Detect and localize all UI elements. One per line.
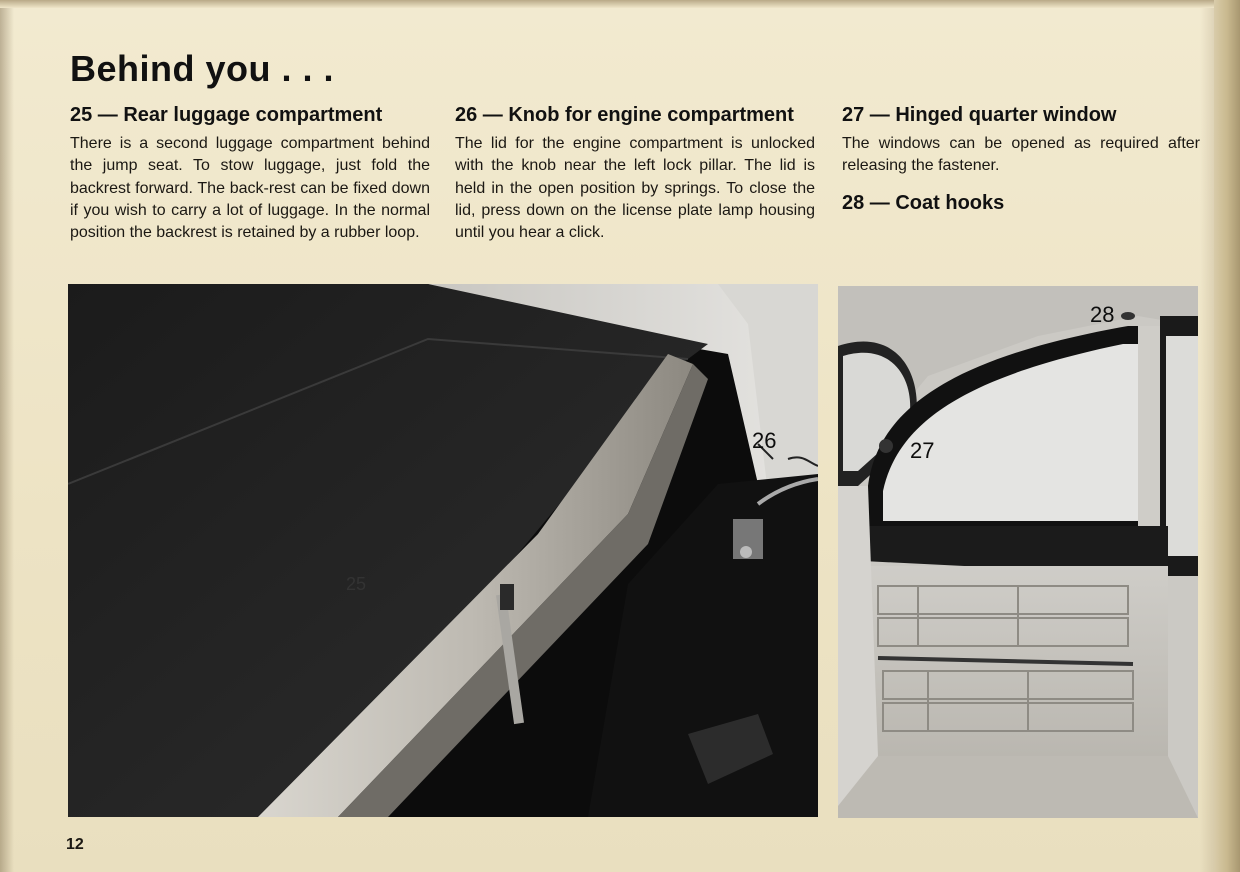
page-top-edge [0,0,1240,8]
luggage-photo-illustration [68,284,818,817]
section-heading: 25 — Rear luggage compartment [70,104,383,126]
section-body: There is a second luggage compartment behind the jump seat. To stow luggage, just fold the backrest forward. The back-rest can be fixed down if you wish to carry a lot of luggage. In the normal position the backrest is retained by a rubber loop. [70,135,430,242]
section-heading: 26 — Knob for engine compartment [455,104,794,126]
photo-rear-luggage-compartment [68,284,818,817]
window-photo-illustration [838,286,1198,818]
callout-25: 25 [346,574,367,594]
section-body: The lid for the engine compartment is unlocked with the knob near the left lock pillar. The lid is held in the open position by springs. To close the lid, press down on the license plate lamp housing until you hear a click. [455,135,815,242]
photo-quarter-window [838,286,1198,818]
page-number: 12 [66,836,84,853]
section-heading: 27 — Hinged quarter window [842,104,1117,126]
section-body: The windows can be opened as required after releasing the fastener. [842,135,1200,175]
section-rear-luggage [70,104,430,244]
callout-27: 27 [910,438,935,463]
callout-28: 28 [1090,302,1115,327]
page-title: Behind you . . . [70,48,335,89]
book-spine [1214,0,1240,872]
section-heading-coat-hooks: 28 — Coat hooks [842,191,1005,214]
section-quarter-window [842,104,1200,221]
callout-26: 26 [752,428,777,453]
section-engine-knob [455,104,815,244]
